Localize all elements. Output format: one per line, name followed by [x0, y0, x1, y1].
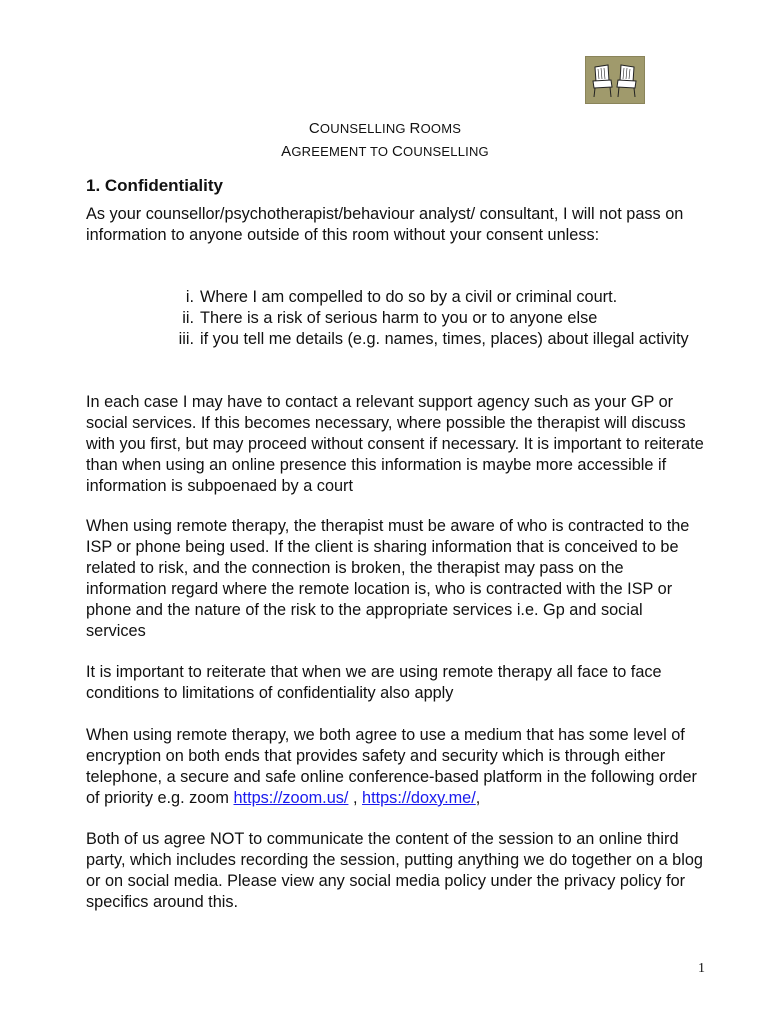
- document-title-line2: AGREEMENT TO COUNSELLING: [281, 143, 489, 160]
- zoom-link[interactable]: https://zoom.us/: [233, 789, 349, 807]
- intro-paragraph: As your counsellor/psychotherapist/behaviour analyst/ consultant, I will not pass on information to anyone outside of this room without your consent unless:: [86, 205, 684, 244]
- section-heading: 1. Confidentiality: [86, 176, 223, 195]
- paragraph-face-to-face: It is important to reiterate that when we are using remote therapy all face to face conditions to limitations of confidentiality also apply: [86, 663, 662, 702]
- doxy-link[interactable]: https://doxy.me/: [362, 789, 476, 807]
- paragraph-third-party: Both of us agree NOT to communicate the content of the session to an online third party, which includes recording the session, putting anything we do together on a blog or on social media. Please view any social media policy under the privacy policy for specifics around this.: [86, 830, 703, 911]
- document-title-line1: COUNSELLING ROOMS: [308, 120, 462, 137]
- paragraph-support-agency: In each case I may have to contact a relevant support agency such as your GP or social services. If this becomes necessary, where possible the therapist will discuss with you first, but may proceed without consent if necessary. It is important to reiterate than when using an online presence this information is maybe more accessible if information is subpoenaed by a court: [86, 393, 704, 495]
- list-item: iii. if you tell me details (e.g. names, times, places) about illegal activity: [178, 330, 689, 348]
- list-item: ii. There is a risk of serious harm to you or to anyone else: [182, 309, 598, 327]
- paragraph-encryption: When using remote therapy, we both agree to use a medium that has some level of encryption on both ends that provides safety and security which is through either telephone, a secure and safe online conference-based platform in the following order of priority e.g. zoom https://zoom.us/ , https://doxy.me/,: [86, 726, 697, 807]
- paragraph-remote-risk: When using remote therapy, the therapist must be aware of who is contracted to the ISP or phone being used. If the client is sharing information that is conceived to be related to risk, and the connection is broken, the therapist may pass on the information regard where the remote location is, who is contracted with the ISP or phone and the nature of the risk to the appropriate services i.e. Gp and social services: [86, 517, 690, 640]
- page-number: 1: [698, 961, 705, 976]
- exceptions-list: [150, 287, 690, 350]
- chairs-icon: [585, 56, 645, 104]
- list-item: i. Where I am compelled to do so by a civil or criminal court.: [185, 288, 618, 306]
